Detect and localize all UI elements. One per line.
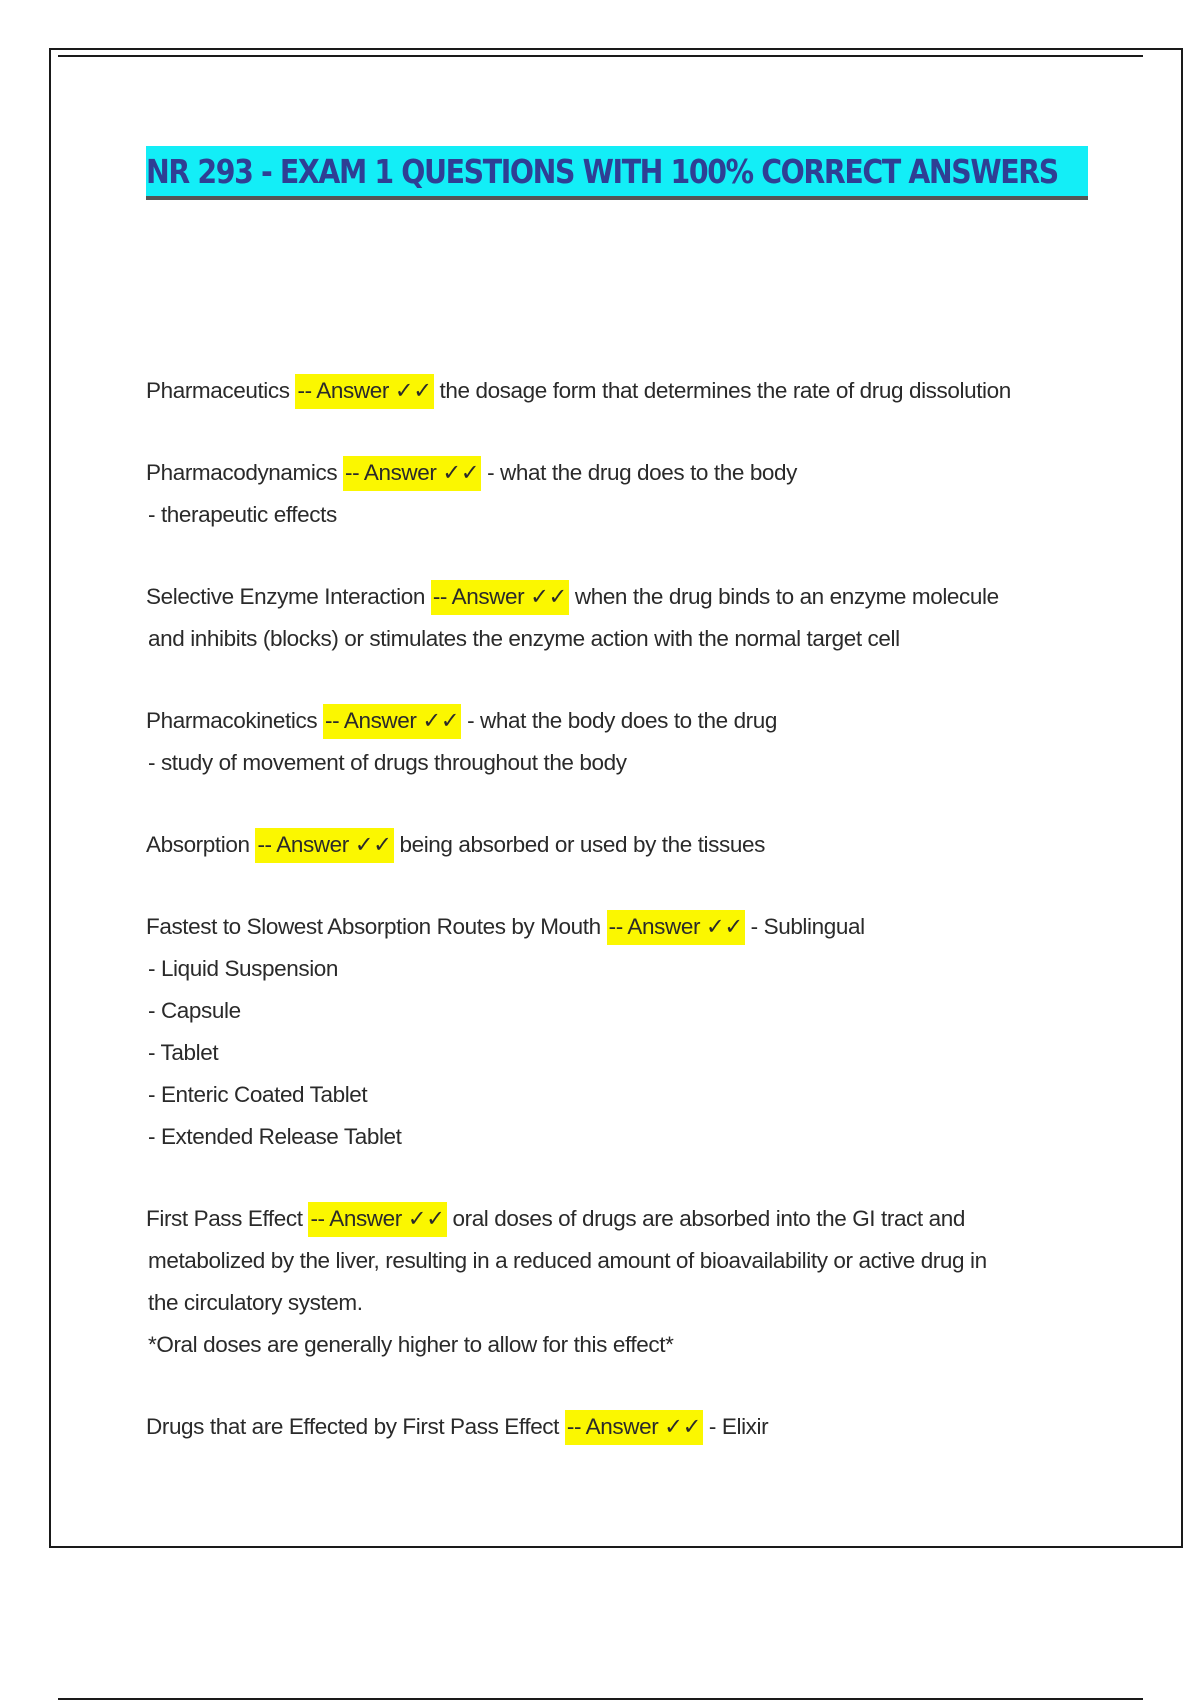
qa-answer-line: - Capsule — [148, 998, 241, 1023]
top-rule — [58, 55, 1143, 57]
title-underline — [146, 196, 1088, 200]
title-block — [146, 146, 1088, 200]
qa-answer-line: *Oral doses are generally higher to allow for this effect* — [148, 1332, 674, 1357]
qa-answer-line: - therapeutic effects — [148, 502, 337, 527]
qa-first-line — [146, 906, 1096, 948]
qa-answer-line: - Extended Release Tablet — [148, 1124, 402, 1149]
qa-term: Drugs that are Effected by First Pass Effect — [146, 1414, 560, 1439]
qa-term: Pharmacodynamics — [146, 460, 338, 485]
qa-answer-text: - Elixir — [708, 1414, 769, 1439]
qa-answer-text: - what the body does to the drug — [467, 708, 778, 733]
answer-marker: -- Answer ✓✓ — [308, 1202, 446, 1237]
answer-marker: -- Answer ✓✓ — [295, 374, 433, 409]
answer-marker: -- Answer ✓✓ — [607, 910, 745, 945]
qa-first-line — [146, 452, 1096, 494]
qa-answer-text: - Sublingual — [750, 914, 865, 939]
qa-answer-line: - Tablet — [148, 1040, 219, 1065]
qa-answer-line: the circulatory system. — [148, 1290, 363, 1315]
qa-answer-text: being absorbed or used by the tissues — [399, 832, 765, 857]
qa-item — [146, 906, 1096, 1158]
answer-marker: -- Answer ✓✓ — [255, 828, 393, 863]
qa-first-line — [146, 370, 1096, 412]
qa-term: Fastest to Slowest Absorption Routes by Mouth — [146, 914, 601, 939]
answer-marker: -- Answer ✓✓ — [565, 1410, 703, 1445]
qa-item — [146, 370, 1096, 412]
answer-marker: -- Answer ✓✓ — [323, 704, 461, 739]
qa-answer-line: - Enteric Coated Tablet — [148, 1082, 368, 1107]
qa-first-line — [146, 576, 1096, 618]
qa-first-line — [146, 1406, 1096, 1448]
qa-item — [146, 576, 1096, 660]
answer-marker: -- Answer ✓✓ — [343, 456, 481, 491]
qa-item — [146, 1198, 1096, 1366]
qa-answer-text: oral doses of drugs are absorbed into the GI tract and — [452, 1206, 965, 1231]
qa-first-line — [146, 1198, 1096, 1240]
qa-answer-line: - Liquid Suspension — [148, 956, 339, 981]
qa-answer-line: metabolized by the liver, resulting in a reduced amount of bioavailability or active drug in — [148, 1248, 987, 1273]
answer-marker: -- Answer ✓✓ — [431, 580, 569, 615]
qa-answer-line: - study of movement of drugs throughout the body — [148, 750, 627, 775]
page-title: NR 293 - EXAM 1 QUESTIONS WITH 100% CORRECT ANSWERS — [146, 152, 1058, 191]
qa-term: First Pass Effect — [146, 1206, 303, 1231]
qa-answer-text: the dosage form that determines the rate of drug dissolution — [439, 378, 1011, 403]
qa-answer-line: and inhibits (blocks) or stimulates the enzyme action with the normal target cell — [148, 626, 900, 651]
qa-answer-text: - what the drug does to the body — [487, 460, 798, 485]
qa-item — [146, 1406, 1096, 1448]
qa-item — [146, 700, 1096, 784]
qa-item — [146, 452, 1096, 536]
qa-first-line — [146, 824, 1096, 866]
qa-term: Pharmaceutics — [146, 378, 290, 403]
qa-answer-text: when the drug binds to an enzyme molecule — [574, 584, 999, 609]
qa-first-line — [146, 700, 1096, 742]
qa-term: Pharmacokinetics — [146, 708, 318, 733]
qa-term: Selective Enzyme Interaction — [146, 584, 425, 609]
qa-term: Absorption — [146, 832, 250, 857]
qa-list — [146, 370, 1096, 1448]
qa-item — [146, 824, 1096, 866]
